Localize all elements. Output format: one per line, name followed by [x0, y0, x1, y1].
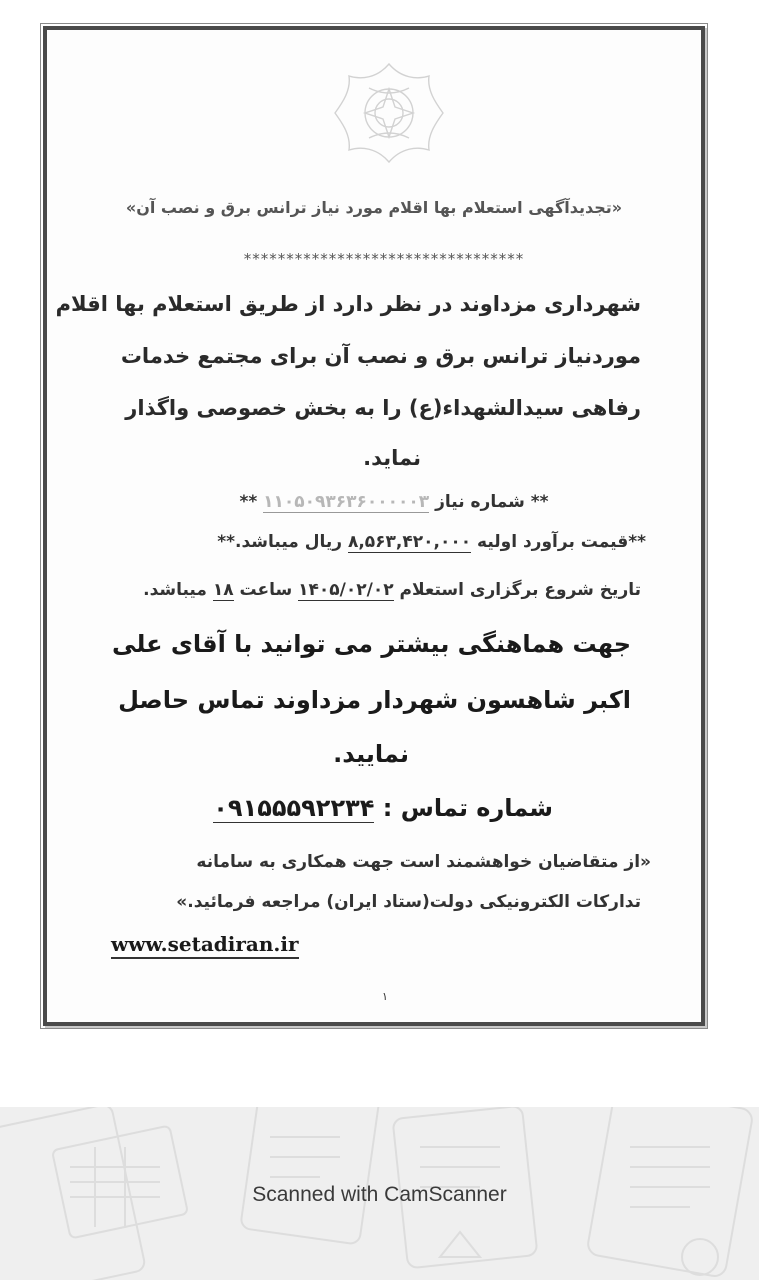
price-line: [107, 532, 646, 552]
phone-number: ۰۹۱۵۵۵۹۲۲۳۴: [213, 794, 375, 822]
page-number: ۱: [382, 990, 388, 1003]
schedule-date: ۱۴۰۵/۰۲/۰۲: [298, 580, 394, 600]
note-line-1: «از متقاضیان خواهشمند است جهت همکاری به سامانه: [196, 852, 651, 872]
body-line-2: موردنیاز ترانس برق و نصب آن برای مجتمع خدمات: [120, 344, 641, 368]
schedule-line: [107, 580, 641, 600]
body-line-3: رفاهی سیدالشهداء(ع) را به بخش خصوصی واگذار: [125, 396, 641, 420]
contact-line-2: اکبر شاهسون شهردار مزداوند تماس حاصل: [118, 686, 631, 714]
contact-line-1: جهت هماهنگی بیشتر می توانید با آقای علی: [112, 630, 631, 658]
scanned-document-page: [43, 26, 705, 1026]
announcement-title: «تجدیدآگهی استعلام بها اقلام مورد نیاز ترانس برق و نصب آن»: [125, 198, 623, 217]
note-line-2: تدارکات الکترونیکی دولت(ستاد ایران) مراجعه فرمائید.»: [176, 892, 641, 912]
schedule-prefix: تاریخ شروع برگزاری استعلام: [399, 580, 641, 600]
price-suffix: ریال میباشد.**: [217, 532, 343, 552]
requirement-prefix: ** شماره نیاز: [435, 492, 549, 512]
phone-line: [207, 794, 553, 822]
schedule-hour: ۱۸: [212, 580, 234, 600]
star-separator: *********************************: [243, 250, 525, 268]
municipality-emblem-icon: [329, 58, 449, 168]
camscanner-footer: [0, 1107, 759, 1280]
requirement-suffix: **: [239, 492, 258, 512]
contact-line-3: نمایید.: [333, 740, 409, 768]
schedule-suffix: میباشد.: [143, 580, 207, 600]
website-link[interactable]: www.setadiran.ir: [111, 932, 299, 959]
body-line-4: نماید.: [363, 446, 421, 470]
camscanner-label: Scanned with CamScanner: [252, 1183, 507, 1206]
phone-label: شماره تماس :: [382, 794, 553, 822]
body-line-1: شهرداری مزداوند در نظر دارد از طریق استعلام بها اقلام: [55, 292, 641, 316]
price-amount: ۸,۵۶۳,۴۲۰,۰۰۰: [347, 532, 472, 552]
price-prefix: **قیمت برآورد اولیه: [477, 532, 646, 552]
schedule-mid: ساعت: [239, 580, 293, 600]
requirement-number: ۱۱۰۵۰۹۳۶۳۶۰۰۰۰۰۳: [263, 492, 430, 512]
requirement-number-line: [167, 492, 621, 512]
